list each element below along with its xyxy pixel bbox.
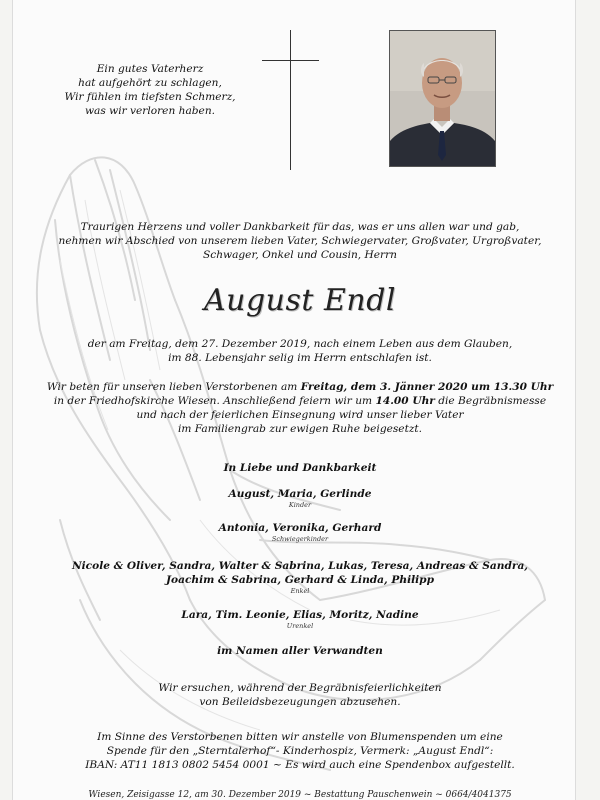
mourner-names: Antonia, Veronika, Gerhard: [218, 522, 382, 534]
donation-line: Im Sinne des Verstorbenen bitten wir anstelle von Blumenspenden um eine: [97, 731, 503, 743]
mourners-heading: In Liebe und Dankbarkeit: [223, 462, 377, 474]
intro-line: Traurigen Herzens und voller Dankbarkeit für das, was er uns allen war und gab,: [80, 221, 520, 233]
verse-line: Ein gutes Vaterherz: [96, 63, 204, 75]
donation-line: IBAN: AT11 1813 0802 5454 0001 ~ Es wird auch eine Spendenbox aufgestellt.: [85, 759, 515, 771]
mourners-closing: im Namen aller Verwandten: [217, 645, 383, 657]
verse-line: was wir verloren haben.: [84, 105, 216, 117]
funeral-line: im Familiengrab zur ewigen Ruhe beigesetzt.: [177, 423, 423, 435]
funeral-details: [0, 380, 600, 436]
death-line: der am Freitag, dem 27. Dezember 2019, nach einem Leben aus dem Glauben,: [87, 338, 513, 350]
mourner-relation: Kinder: [288, 501, 312, 509]
donation-line: Spende für den „Sterntalerhof“- Kinderhospiz, Vermerk: „August Endl“:: [106, 745, 494, 757]
footer-address: Wiesen, Zeisigasse 12, am 30. Dezember 2019 ~ Bestattung Pauschenwein ~ 0664/4041375: [88, 790, 512, 800]
mourner-group: [0, 487, 600, 509]
intro-block: [0, 220, 600, 262]
mourner-relation: Urenkel: [286, 622, 314, 630]
funeral-line: Wir beten für unseren lieben Verstorbenen am Freitag, dem 3. Jänner 2020 um 13.30 Uhr: [46, 381, 554, 393]
portrait-photo: [389, 30, 496, 167]
mourner-names: Joachim & Sabrina, Gerhard & Linda, Philipp: [166, 574, 434, 586]
condolence-request: [0, 681, 600, 709]
verse-line: Wir fühlen im tiefsten Schmerz,: [64, 91, 236, 103]
funeral-line: und nach der feierlichen Einsegnung wird unser lieber Vater: [136, 409, 464, 421]
verse-line: hat aufgehört zu schlagen,: [78, 77, 222, 89]
death-line: im 88. Lebensjahr selig im Herrn entschlafen ist.: [168, 352, 432, 364]
mourner-names: August, Maria, Gerlinde: [228, 488, 372, 500]
mourner-group: [0, 608, 600, 630]
verse-block: [60, 62, 240, 118]
mourner-names: Lara, Tim. Leonie, Elias, Moritz, Nadine: [181, 609, 419, 621]
mourner-group: [0, 521, 600, 543]
funeral-line: in der Friedhofskirche Wiesen. Anschließend feiern wir um 14.00 Uhr die Begräbnismesse: [53, 395, 547, 407]
mourner-group: [0, 559, 600, 595]
request-line: Wir ersuchen, während der Begräbnisfeierlichkeiten: [158, 682, 442, 694]
mourner-names: Nicole & Oliver, Sandra, Walter & Sabrina, Lukas, Teresa, Andreas & Sandra,: [71, 560, 529, 572]
mourner-relation: Schwiegerkinder: [271, 535, 329, 543]
deceased-name: August Endl: [203, 283, 397, 318]
death-notice: [0, 337, 600, 365]
request-line: von Beileidsbezeugungen abzusehen.: [199, 696, 401, 708]
donation-notice: [0, 730, 600, 772]
intro-line: Schwager, Onkel und Cousin, Herrn: [203, 249, 397, 261]
mourner-relation: Enkel: [290, 587, 310, 595]
intro-line: nehmen wir Abschied von unserem lieben Vater, Schwiegervater, Großvater, Urgroßvater,: [58, 235, 542, 247]
